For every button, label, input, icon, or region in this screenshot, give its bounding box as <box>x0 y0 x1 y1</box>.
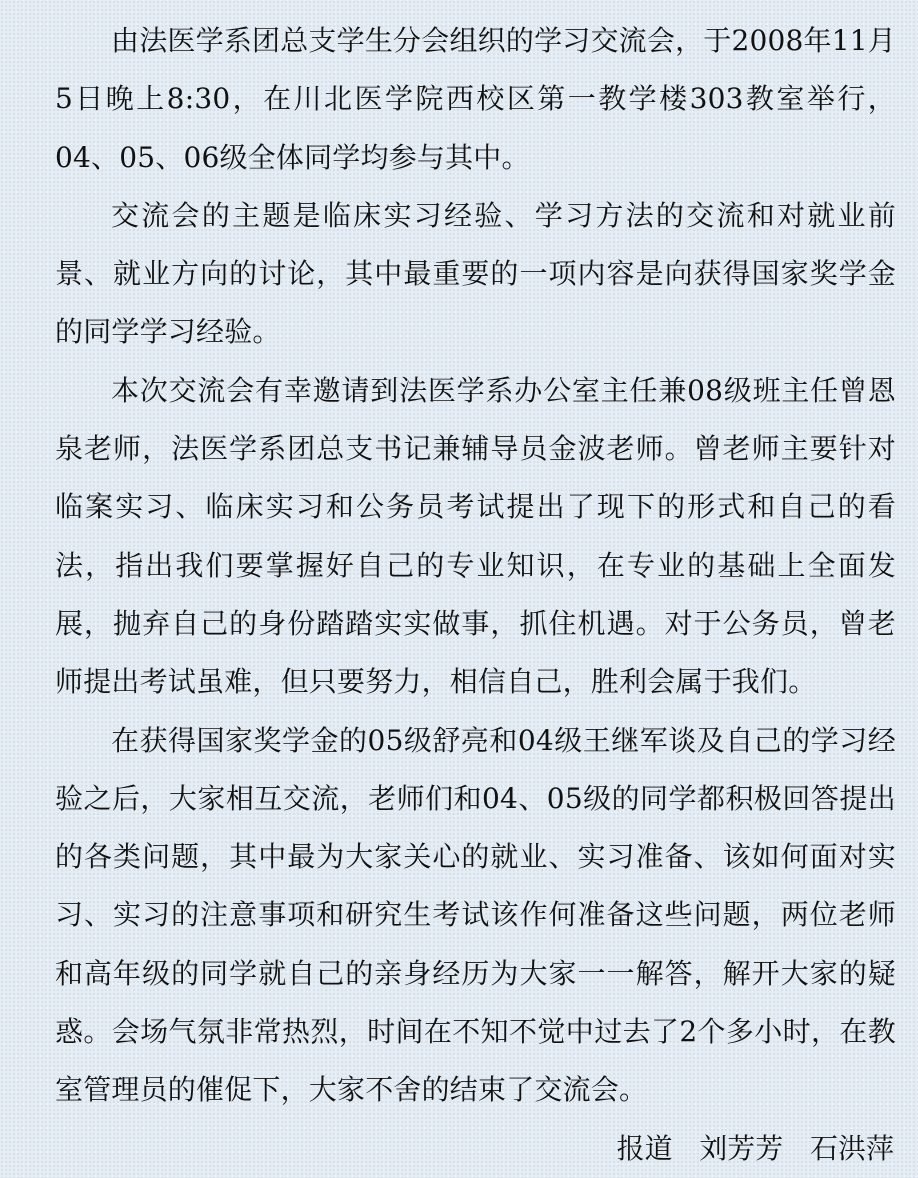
paragraph-theme: 交流会的主题是临床实习经验、学习方法的交流和对就业前景、就业方向的讨论，其中最重要的一项内容是向获得国家奖学金的同学学习经验。 <box>55 198 896 349</box>
byline: 报道 刘芳芳 石洪萍 <box>616 1131 894 1165</box>
paragraph-exchange: 在获得国家奖学金的05级舒亮和04级王继军谈及自己的学习经验之后，大家相互交流，老师们和04、05级的同学都积极回答提出的各类问题，其中最为大家关心的就业、实习准备、该如何面对实习、实习的注意事项和研究生考试该作何准备这些问题，两位老师和高年级的同学就自己的亲身经历为大家一一解答，解开大家的疑惑。会场气氛非常热烈，时间在不知不觉中过去了2个多小时，在教室管理员的催促下，大家不舍的结束了交流会。 <box>55 723 896 1107</box>
paragraph-guests: 本次交流会有幸邀请到法医学系办公室主任兼08级班主任曾恩泉老师，法医学系团总支书记兼辅导员金波老师。曾老师主要针对临案实习、临床实习和公务员考试提出了现下的形式和自己的看法，指出我们要掌握好自己的专业知识，在专业的基础上全面发展，抛弃自己的身份踏踏实实做事，抓住机遇。对于公务员，曾老师提出考试虽难，但只要努力，相信自己，胜利会属于我们。 <box>55 373 896 699</box>
paragraph-intro: 由法医学系团总支学生分会组织的学习交流会，于2008年11月5日晚上8:30，在川北医学院西校区第一教学楼303教室举行，04、05、06级全体同学均参与其中。 <box>55 24 896 174</box>
